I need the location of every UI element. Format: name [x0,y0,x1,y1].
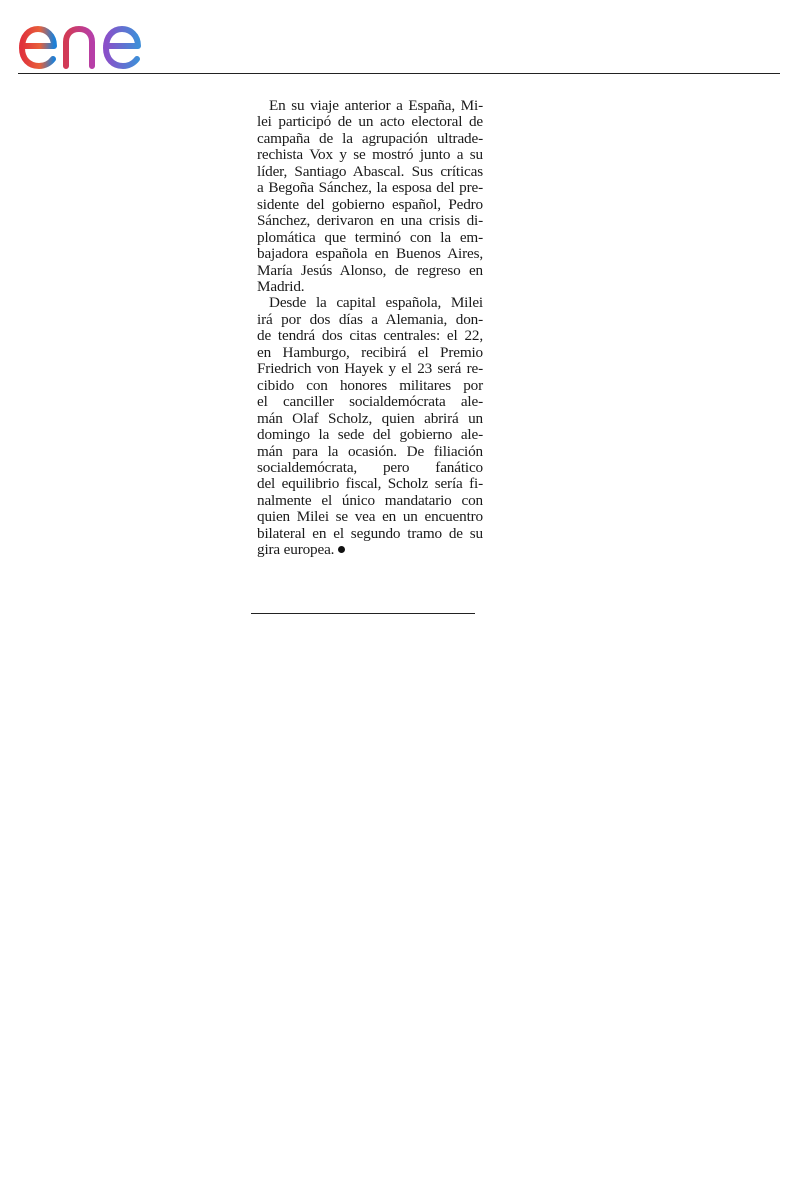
article-end-divider [251,613,475,614]
text-line: mán Olaf Scholz, quien abrirá un [257,409,483,427]
final-line-text: gira europea. [257,541,335,559]
text-line: del equilibrio fiscal, Scholz sería fi- [257,475,483,493]
text-line: Friedrich von Hayek y el 23 será re- [257,360,483,378]
text-line: Desde la capital española, Milei [269,294,483,312]
text-line: bilateral en el segundo tramo de su [257,524,483,542]
text-line: de tendrá dos citas centrales: el 22, [257,327,483,345]
text-line-final [257,542,483,558]
text-line: Madrid. [257,277,305,295]
end-of-article-bullet-icon [338,546,345,553]
text-line: irá por dos días a Alemania, don- [257,310,483,328]
text-line: socialdemócrata, pero fanático [257,458,483,476]
text-line: a Begoña Sánchez, la esposa del pre- [257,179,483,197]
enel-logo-mark [18,8,180,70]
text-line: Sánchez, derivaron en una crisis di- [257,212,483,230]
text-line: María Jesús Alonso, de regreso en [257,261,483,279]
text-line: domingo la sede del gobierno ale- [257,426,483,444]
enel-logo [18,8,180,70]
text-line: lei participó de un acto electoral de [257,113,483,131]
article-paragraph-2 [257,295,483,558]
header-divider [18,73,780,74]
text-line: sidente del gobierno español, Pedro [257,195,483,213]
text-line: líder, Santiago Abascal. Sus críticas [257,162,483,180]
text-line: campaña de la agrupación ultrade- [257,129,483,147]
text-line: mán para la ocasión. De filiación [257,442,483,460]
article-paragraph-1 [257,98,483,295]
text-line: plomática que terminó con la em- [257,228,483,246]
text-line: el canciller socialdemócrata ale- [257,393,483,411]
text-line: cibido con honores militares por [257,376,483,394]
text-line: quien Milei se vea en un encuentro [257,508,483,526]
text-line: nalmente el único mandatario con [257,491,483,509]
article-column [257,98,483,559]
text-line: en Hamburgo, recibirá el Premio [257,343,483,361]
text-line: rechista Vox y se mostró junto a su [257,146,483,164]
text-line: bajadora española en Buenos Aires, [257,245,483,263]
text-line: En su viaje anterior a España, Mi- [269,97,483,114]
